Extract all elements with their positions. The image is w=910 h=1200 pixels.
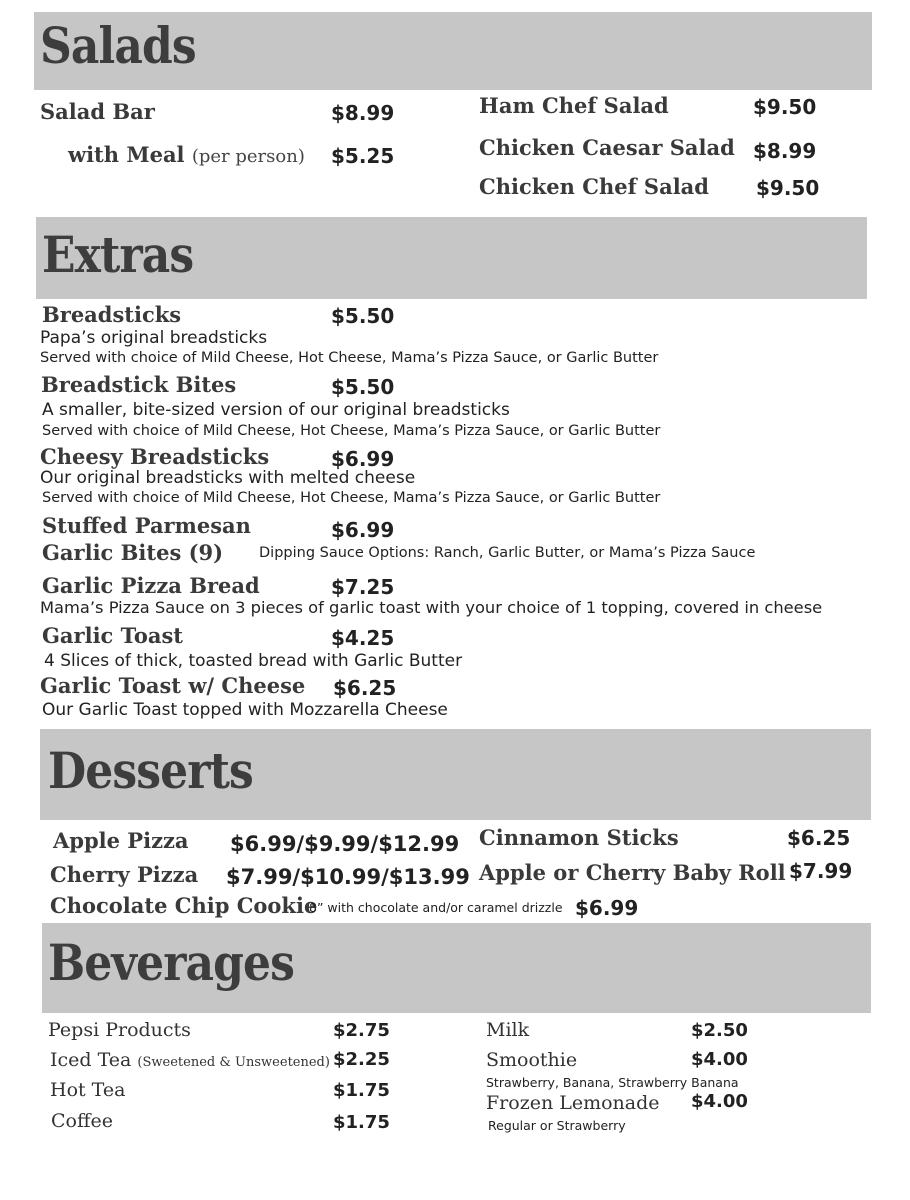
smoothie-sub: Strawberry, Banana, Strawberry Banana [486, 1075, 739, 1090]
pepsi-products-price: $2.75 [333, 1020, 390, 1041]
with-meal-price: $5.25 [331, 144, 395, 168]
garlic-toast-desc: 4 Slices of thick, toasted bread with Garlic Butter [44, 651, 463, 671]
garlic-pizza-bread-desc: Mama’s Pizza Sauce on 3 pieces of garlic toast with your choice of 1 topping, covered in cheese [40, 598, 823, 617]
apple-pizza-name: Apple Pizza [53, 828, 189, 853]
cherry-pizza-price: $7.99/$10.99/$13.99 [226, 865, 470, 889]
iced-tea-label: Iced Tea [50, 1049, 132, 1071]
cinnamon-sticks-name: Cinnamon Sticks [479, 825, 679, 850]
pepsi-products-name: Pepsi Products [48, 1019, 191, 1041]
stuffed-parmesan-name-line2: Garlic Bites (9) [42, 540, 224, 565]
garlic-toast-cheese-price: $6.25 [333, 676, 397, 700]
smoothie-name: Smoothie [486, 1049, 578, 1071]
cheesy-breadsticks-desc: Our original breadsticks with melted cheese [40, 468, 416, 488]
baby-roll-price: $7.99 [789, 859, 853, 883]
smoothie-price: $4.00 [691, 1049, 748, 1070]
cheesy-breadsticks-sub: Served with choice of Mild Cheese, Hot Cheese, Mama’s Pizza Sauce, or Garlic Butter [42, 490, 661, 506]
salad-bar-name: Salad Bar [40, 99, 155, 124]
beverages-section-title: Beverages [48, 933, 295, 992]
cheesy-breadsticks-price: $6.99 [331, 447, 395, 471]
garlic-pizza-bread-price: $7.25 [331, 575, 395, 599]
with-meal-note: (per person) [191, 146, 305, 167]
stuffed-parmesan-name-line1: Stuffed Parmesan [42, 513, 251, 538]
garlic-toast-cheese-name: Garlic Toast w/ Cheese [40, 673, 306, 698]
hot-tea-price: $1.75 [333, 1080, 390, 1101]
garlic-toast-price: $4.25 [331, 626, 395, 650]
ham-chef-salad-name: Ham Chef Salad [479, 93, 669, 118]
hot-tea-name: Hot Tea [50, 1079, 126, 1101]
frozen-lemonade-sub: Regular or Strawberry [488, 1118, 626, 1133]
extras-section-title: Extras [42, 225, 194, 284]
chicken-chef-salad-price: $9.50 [756, 176, 820, 200]
breadsticks-sub: Served with choice of Mild Cheese, Hot Cheese, Mama’s Pizza Sauce, or Garlic Butter [40, 350, 659, 366]
ham-chef-salad-price: $9.50 [753, 95, 817, 119]
apple-pizza-price: $6.99/$9.99/$12.99 [230, 832, 460, 856]
desserts-section-title: Desserts [48, 741, 253, 800]
milk-price: $2.50 [691, 1020, 748, 1041]
iced-tea-price: $2.25 [333, 1049, 390, 1070]
breadsticks-name: Breadsticks [42, 302, 182, 327]
garlic-pizza-bread-name: Garlic Pizza Bread [42, 573, 260, 598]
breadstick-bites-name: Breadstick Bites [41, 372, 237, 397]
salad-bar-price: $8.99 [331, 101, 395, 125]
chicken-caesar-salad-name: Chicken Caesar Salad [479, 135, 735, 160]
garlic-toast-name: Garlic Toast [42, 623, 184, 648]
chocolate-chip-cookie-note: 8” with chocolate and/or caramel drizzle [309, 900, 563, 915]
stuffed-parmesan-price: $6.99 [331, 518, 395, 542]
salads-section-title: Salads [40, 16, 196, 75]
breadsticks-desc: Papa’s original breadsticks [40, 328, 268, 348]
cinnamon-sticks-price: $6.25 [787, 826, 851, 850]
frozen-lemonade-name: Frozen Lemonade [486, 1092, 660, 1114]
with-meal-label: with Meal [68, 142, 185, 167]
chicken-chef-salad-name: Chicken Chef Salad [479, 174, 709, 199]
baby-roll-name: Apple or Cherry Baby Roll [479, 860, 786, 885]
garlic-toast-cheese-desc: Our Garlic Toast topped with Mozzarella Cheese [42, 700, 448, 720]
frozen-lemonade-price: $4.00 [691, 1091, 748, 1112]
breadstick-bites-sub: Served with choice of Mild Cheese, Hot Cheese, Mama’s Pizza Sauce, or Garlic Butter [42, 423, 661, 439]
coffee-price: $1.75 [333, 1112, 390, 1133]
stuffed-parmesan-sub: Dipping Sauce Options: Ranch, Garlic Butter, or Mama’s Pizza Sauce [259, 545, 756, 561]
coffee-name: Coffee [51, 1110, 113, 1132]
with-meal-name [68, 142, 305, 167]
iced-tea-name [50, 1049, 330, 1071]
chicken-caesar-salad-price: $8.99 [753, 139, 817, 163]
breadstick-bites-desc: A smaller, bite-sized version of our original breadsticks [42, 400, 510, 420]
chocolate-chip-cookie-name: Chocolate Chip Cookie [50, 893, 318, 918]
breadstick-bites-price: $5.50 [331, 375, 395, 399]
iced-tea-note: (Sweetened & Unsweetened) [137, 1055, 330, 1070]
cheesy-breadsticks-name: Cheesy Breadsticks [40, 444, 270, 469]
chocolate-chip-cookie-price: $6.99 [575, 896, 639, 920]
breadsticks-price: $5.50 [331, 304, 395, 328]
milk-name: Milk [486, 1019, 530, 1041]
cherry-pizza-name: Cherry Pizza [50, 862, 199, 887]
